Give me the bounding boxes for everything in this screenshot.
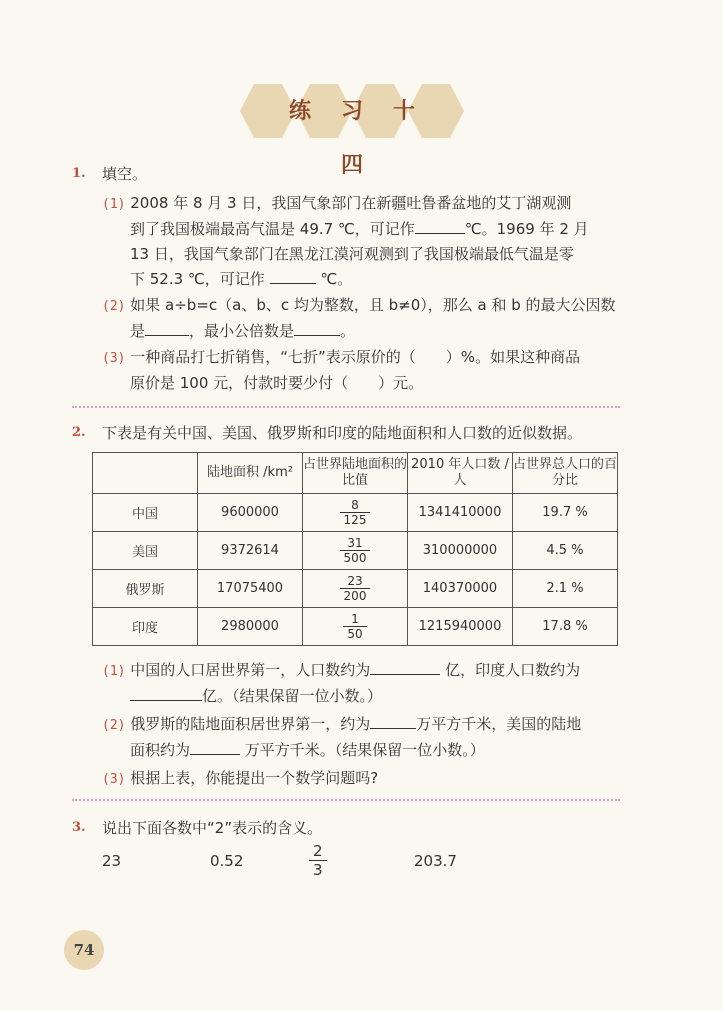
population-cell: 140370000 [408,570,513,608]
q1-sub3-line1: 一种商品打七折销售，“七折”表示原价的（ ）%。如果这种商品 [130,348,581,366]
fraction-denominator: 3 [313,861,323,879]
q2-sub1 [102,658,622,709]
q2-sub2 [102,712,622,763]
q2-sub2-line1a: 俄罗斯的陆地面积居世界第一，约为 [130,715,371,733]
q1-sub1-line2b: ℃。1969 年 2 月 [464,220,589,238]
table-header-cell: 2010 年人口数 / 人 [408,453,513,494]
q2-sub1-line2: 亿。（结果保留一位小数。） [202,687,383,705]
fraction-numerator: 31 [340,536,371,551]
q1-sub2 [102,293,622,344]
q1-sub1-label: (1) [102,197,126,212]
q1-sub2-blank1[interactable] [145,321,189,336]
q1-sub2-line2a: 是 [130,322,146,340]
population-cell: 1215940000 [408,608,513,646]
table-header-row [93,453,618,494]
q2-sub3 [102,766,622,792]
number-item: 203.7 [414,852,457,870]
page-title: 练习十四 [288,98,445,178]
table-row [93,608,618,646]
percent-cell: 2.1 % [513,570,618,608]
question-3-prompt: 说出下面各数中“2”表示的含义。 [102,819,323,837]
percent-cell: 19.7 % [513,494,618,532]
number-item: 23 [102,852,122,870]
fraction-numerator: 23 [340,574,371,589]
q2-sub2-line1b: 万平方千米，美国的陆地 [416,715,582,733]
q1-sub1-line1: 2008 年 8 月 3 日，我国气象部门在新疆吐鲁番盆地的艾丁湖观测 [130,194,572,212]
q1-sub1 [102,191,622,292]
q1-sub3-label: (3) [102,351,126,366]
q1-sub3-line2: 原价是 100 元，付款时要少付（ ）元。 [130,374,424,392]
fraction-denominator: 125 [343,513,367,527]
area-cell: 17075400 [198,570,303,608]
population-cell: 310000000 [408,532,513,570]
ratio-cell [303,608,408,646]
q1-sub1-line2a: 到了我国极端最高气温是 49.7 ℃，可记作 [130,220,415,238]
question-1-prompt: 填空。 [102,165,148,183]
q2-sub1-blank1[interactable] [370,660,440,675]
area-cell: 9372614 [198,532,303,570]
table-header-cell: 陆地面积 /km² [198,453,303,494]
q2-sub1-blank2[interactable] [130,686,202,701]
q1-sub2-line2b: ，最小公倍数是 [189,322,295,340]
q2-sub2-label: (2) [102,718,126,733]
q1-sub1-line3: 13 日，我国气象部门在黑龙江漠河观测到了我国极端最低气温是零 [130,245,574,263]
q2-sub2-blank1[interactable] [370,714,416,729]
percent-cell: 17.8 % [513,608,618,646]
question-2-number: 2. [72,425,86,440]
divider-2 [72,799,620,801]
q1-sub2-label: (2) [102,299,126,314]
page-number: 74 [64,930,104,970]
q2-sub1-line1a: 中国的人口居世界第一，人口数约为 [130,661,371,679]
question-3-number: 3. [72,820,86,835]
country-cell: 美国 [93,532,198,570]
q2-sub3-label: (3) [102,772,126,787]
fraction-numerator: 8 [340,498,371,513]
q1-sub1-line4b: ℃。 [320,270,353,288]
data-table [92,452,618,646]
country-cell: 印度 [93,608,198,646]
question-1-number: 1. [72,166,86,181]
q2-sub3-line1: 根据上表，你能提出一个数学问题吗? [130,769,379,787]
area-cell: 2980000 [198,608,303,646]
area-cell: 9600000 [198,494,303,532]
q1-sub2-line2c: 。 [340,322,356,340]
title-banner [240,84,464,178]
q1-sub2-blank2[interactable] [294,321,340,336]
q1-sub2-line1: 如果 a÷b=c（a、b、c 均为整数，且 b≠0），那么 a 和 b 的最大公因数 [130,296,616,314]
fraction-denominator: 50 [347,627,363,641]
country-cell: 中国 [93,494,198,532]
q2-sub2-blank2[interactable] [190,740,240,755]
divider-1 [72,406,620,408]
q2-sub1-line1b: 亿，印度人口数约为 [445,661,581,679]
fraction-numerator: 2 [309,842,327,861]
q2-sub1-label: (1) [102,664,126,679]
number-item: 0.52 [210,852,244,870]
fraction-numerator: 1 [343,612,366,627]
q2-sub2-line2b: 万平方千米。（结果保留一位小数。） [244,741,485,759]
table-row [93,532,618,570]
ratio-cell [303,532,408,570]
population-cell: 1341410000 [408,494,513,532]
question-2-prompt: 下表是有关中国、美国、俄罗斯和印度的陆地面积和人口数的近似数据。 [102,424,583,442]
fraction-denominator: 500 [343,551,367,565]
percent-cell: 4.5 % [513,532,618,570]
fraction-item [309,842,327,879]
table-row [93,570,618,608]
table-header-cell [93,453,198,494]
q1-sub3 [102,345,622,396]
q1-sub1-line4a: 下 52.3 ℃，可记作 [130,270,265,288]
table-row [93,494,618,532]
q2-sub2-line2a: 面积约为 [130,741,191,759]
table-header-cell: 占世界总人口的百分比 [513,453,618,494]
ratio-cell [303,570,408,608]
fraction-denominator: 200 [343,589,367,603]
ratio-cell [303,494,408,532]
country-cell: 俄罗斯 [93,570,198,608]
table-header-cell: 占世界陆地面积的比值 [303,453,408,494]
q1-sub1-blank2[interactable] [270,269,316,284]
q1-sub1-blank1[interactable] [415,219,465,234]
